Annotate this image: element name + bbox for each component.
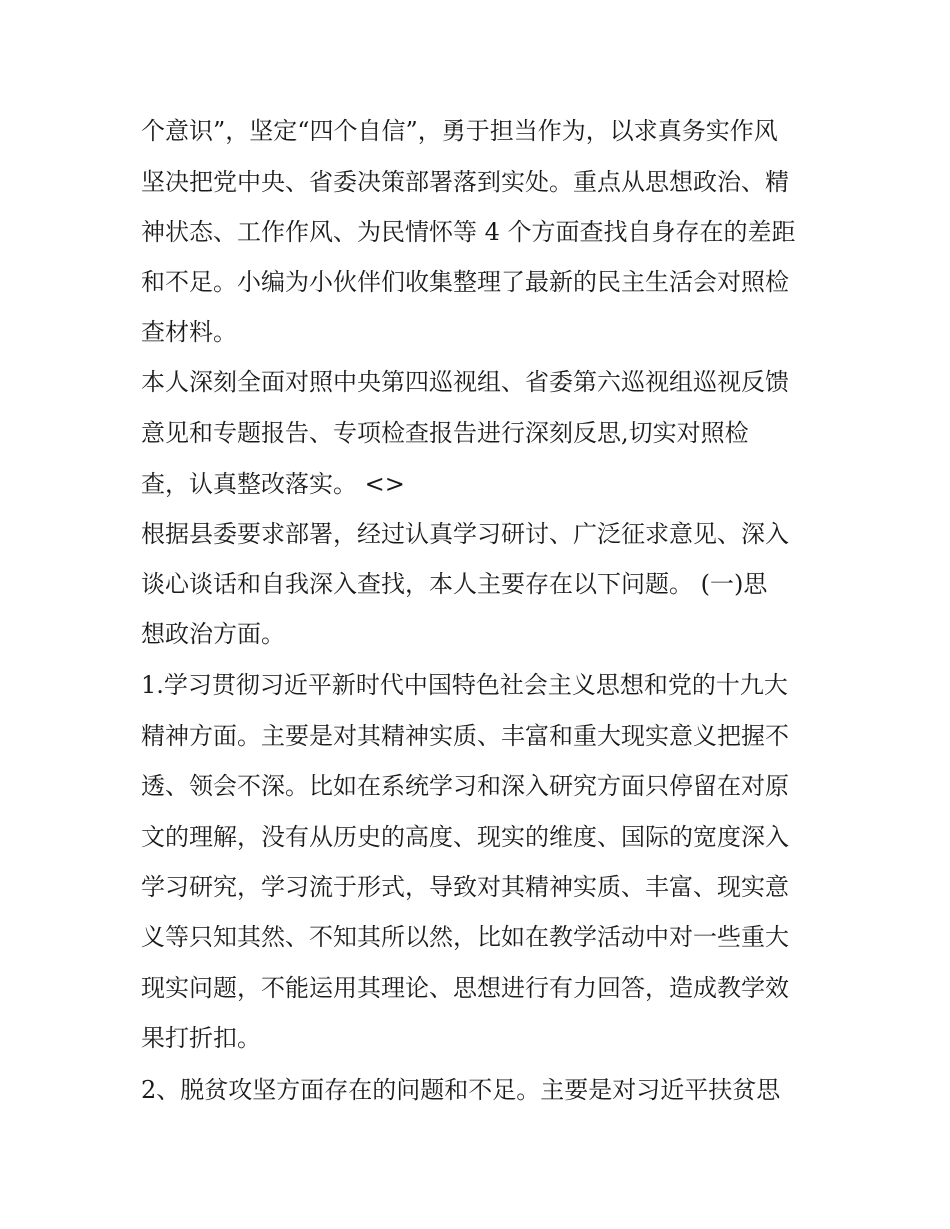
body-text-line: 透、领会不深。比如在系统学习和深入研究方面只停留在对原 — [141, 772, 789, 800]
body-text-line: 神状态、工作作风、为民情怀等 4 个方面查找自身存在的差距 — [141, 218, 796, 246]
body-text-line: 意见和专题报告、专项检查报告进行深刻反思,切实对照检 — [141, 419, 749, 447]
body-text-line: 果打折扣。 — [141, 1024, 261, 1052]
body-text-line: 查，认真整改落实。 <> — [141, 470, 405, 498]
body-text-line: 2、脱贫攻坚方面存在的问题和不足。主要是对习近平扶贫思 — [141, 1076, 781, 1104]
body-text-line: 根据县委要求部署，经过认真学习研讨、广泛征求意见、深入 — [141, 520, 789, 548]
body-text-line: 现实问题，不能运用其理论、思想进行有力回答，造成教学效 — [141, 974, 789, 1002]
body-text-line: 查材料。 — [141, 318, 237, 346]
body-text-line: 想政治方面。 — [141, 620, 285, 648]
body-text-line: 谈心谈话和自我深入查找，本人主要存在以下问题。 (一)思 — [141, 570, 768, 598]
body-text-line: 义等只知其然、不知其所以然，比如在教学活动中对一些重大 — [141, 923, 789, 951]
body-text-line: 1.学习贯彻习近平新时代中国特色社会主义思想和党的十九大 — [141, 671, 788, 699]
body-text-line: 精神方面。主要是对其精神实质、丰富和重大现实意义把握不 — [141, 722, 789, 750]
body-text-line: 本人深刻全面对照中央第四巡视组、省委第六巡视组巡视反馈 — [141, 368, 789, 396]
body-text-line: 文的理解，没有从历史的高度、现实的维度、国际的宽度深入 — [141, 823, 789, 851]
body-text-line: 和不足。小编为小伙伴们收集整理了最新的民主生活会对照检 — [141, 268, 789, 296]
body-text-line: 个意识”，坚定“四个自信”，勇于担当作为，以求真务实作风 — [141, 117, 778, 145]
body-text-line: 学习研究，学习流于形式，导致对其精神实质、丰富、现实意 — [141, 873, 789, 901]
body-text-line: 坚决把党中央、省委决策部署落到实处。重点从思想政治、精 — [141, 168, 789, 196]
